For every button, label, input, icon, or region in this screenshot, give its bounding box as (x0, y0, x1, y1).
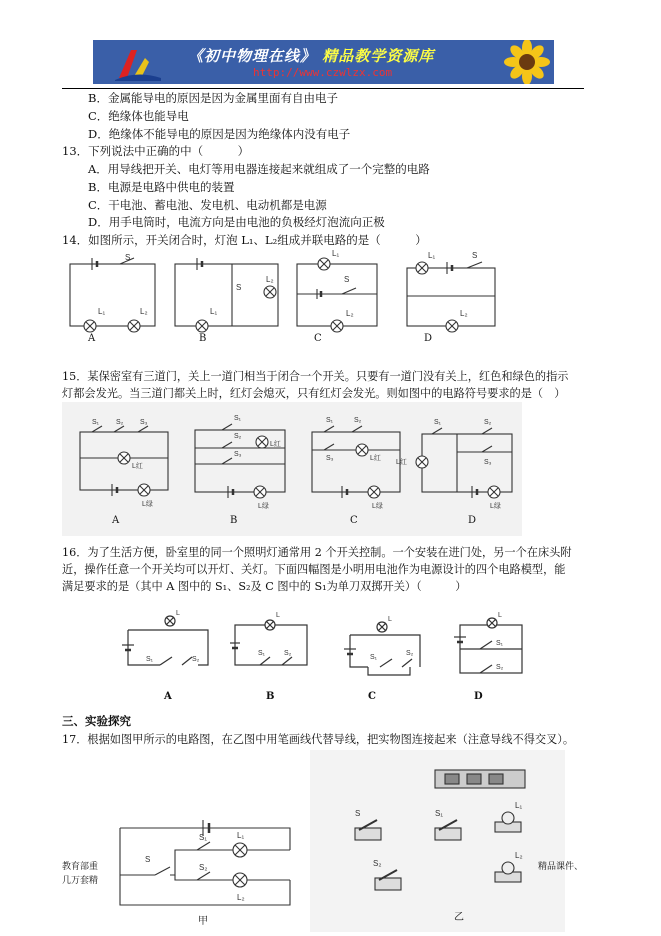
svg-text:L₁: L₁ (515, 801, 523, 810)
svg-text:L₂: L₂ (460, 309, 468, 318)
svg-text:S₁: S₁ (146, 656, 154, 663)
q16-circuit-d (454, 612, 522, 673)
svg-text:S₃: S₃ (234, 451, 242, 458)
svg-text:S: S (145, 855, 151, 864)
svg-text:L₂: L₂ (515, 851, 523, 860)
banner-title: 《初中物理在线》 精品教学资源库 (188, 47, 435, 65)
svg-text:L₂: L₂ (266, 275, 274, 284)
svg-text:S₂: S₂ (354, 417, 362, 424)
q13-option-b: B．电源是电路中供电的装置 (88, 180, 235, 194)
svg-text:L₂: L₂ (237, 893, 245, 902)
q12-option-d: D．绝缘体不能导电的原因是因为绝缘体内没有电子 (88, 127, 351, 141)
svg-text:L红: L红 (132, 463, 143, 470)
section-title: 三、实验探究 (62, 714, 131, 728)
svg-text:S₁: S₁ (434, 419, 442, 426)
q16-label-a: A (164, 691, 172, 702)
q16-stem-line3: 满足要求的是（其中 A 图中的 S₁、S₂及 C 图中的 S₁为单刀双掷开关）（ ） (62, 580, 467, 593)
q15-label-d: D (468, 515, 477, 526)
svg-text:S₁: S₁ (258, 650, 266, 657)
svg-text:S₁: S₁ (234, 415, 242, 422)
svg-text:S: S (355, 809, 361, 818)
svg-text:L绿: L绿 (490, 503, 501, 510)
svg-text:S: S (472, 251, 478, 260)
q14-stem: 14．如图所示，开关闭合时，灯泡 L₁、L₂组成并联电路的是（ ） (62, 233, 427, 247)
svg-text:L₁: L₁ (98, 307, 106, 316)
svg-text:S₂: S₂ (496, 664, 504, 671)
svg-text:S₁: S₁ (435, 809, 444, 818)
svg-text:L₁: L₁ (237, 831, 245, 840)
q14-label-d: D (424, 333, 433, 344)
q14-circuit-figure (62, 246, 502, 346)
q17-label-jia: 甲 (198, 916, 208, 927)
q16-circuit-figure (120, 605, 540, 685)
q16-circuit-b (230, 612, 307, 665)
q14-circuit-b (175, 258, 278, 332)
svg-text:L: L (176, 610, 180, 617)
q15-stem-line2: 灯都会发光。当三道门都关上时，红灯会熄灭，只有红灯会发光。则如图中的电路符号要求的是（ ） (62, 387, 566, 400)
footer-left-line1: 教育部重 (62, 862, 99, 872)
q13-option-a: A．用导线把开关、电灯等用电器连接起来就组成了一个完整的电路 (88, 162, 430, 176)
svg-text:S₂: S₂ (484, 419, 492, 426)
svg-text:S₃: S₃ (484, 459, 492, 466)
q13-option-d: D．用手电筒时，电流方向是由电池的负极经灯泡流向正极 (88, 215, 385, 229)
q12-option-c: C．绝缘体也能导电 (88, 109, 189, 123)
q16-circuit-c (344, 616, 420, 675)
q13-stem: 13．下列说法中正确的中（ ） (62, 144, 250, 158)
svg-text:L红: L红 (270, 441, 281, 448)
q12-option-b: B．金属能导电的原因是因为金属里面有自由电子 (88, 91, 338, 105)
svg-text:S₂: S₂ (199, 863, 208, 872)
svg-text:L₁: L₁ (332, 249, 340, 258)
svg-text:S₂: S₂ (116, 419, 124, 426)
svg-text:S₁: S₁ (370, 654, 378, 661)
svg-text:S₃: S₃ (140, 419, 148, 426)
q17-figure (115, 750, 565, 932)
q16-stem-line2: 近，操作任意一个开关均可以开灯、关灯。下面四幅图是小明用电池作为电源设计的四个电路模型，能 (62, 563, 566, 576)
footer-right: 精品课件、 (538, 862, 584, 872)
q14-label-c: C (314, 333, 322, 344)
svg-text:L₁: L₁ (428, 251, 436, 260)
svg-text:S: S (344, 275, 350, 284)
svg-text:L红: L红 (370, 455, 381, 462)
svg-text:S₂: S₂ (192, 656, 200, 663)
svg-text:L红: L红 (396, 459, 407, 466)
svg-text:L₂: L₂ (346, 309, 354, 318)
q14-circuit-d (407, 251, 495, 332)
q16-label-b: B (266, 691, 275, 702)
svg-text:L绿: L绿 (142, 501, 153, 508)
q16-label-d: D (474, 691, 483, 702)
q14-label-b: B (199, 333, 207, 344)
svg-text:S₂: S₂ (284, 650, 292, 657)
q16-stem-line1: 16．为了生活方便，卧室里的同一个照明灯通常用 2 个开关控制。一个安装在进门处，另一个在床头附 (62, 546, 572, 559)
svg-text:S₂: S₂ (373, 859, 382, 868)
svg-text:L: L (276, 612, 280, 619)
q15-stem-line1: 15．某保密室有三道门，关上一道门相当于闭合一个开关。只要有一道门没有关上，红色和绿色的指示 (62, 370, 569, 383)
svg-text:L: L (388, 616, 392, 623)
svg-text:S₁: S₁ (92, 419, 100, 426)
header-rule (62, 88, 584, 89)
q16-circuit-a (122, 610, 208, 665)
svg-text:L: L (498, 612, 502, 619)
q14-circuit-a (70, 253, 155, 332)
q14-circuit-c (297, 249, 377, 332)
svg-text:L₂: L₂ (140, 307, 148, 316)
banner-subtitle: 精品教学资源库 (322, 47, 435, 65)
banner-url: http://www.czwlzx.com (253, 66, 393, 79)
q14-label-a: A (88, 333, 96, 344)
q15-label-c: C (350, 515, 358, 526)
svg-text:S: S (236, 283, 242, 292)
logo-icon (113, 44, 165, 82)
sunflower-icon (501, 40, 554, 84)
header-banner (93, 40, 554, 84)
q16-label-c: C (368, 691, 376, 702)
svg-text:S₂: S₂ (234, 433, 242, 440)
footer-left-line2: 几万套精 (62, 876, 99, 886)
svg-text:L绿: L绿 (258, 503, 269, 510)
q15-label-a: A (112, 515, 120, 526)
q13-option-c: C．干电池、蓄电池、发电机、电动机都是电源 (88, 198, 327, 212)
q17-label-yi: 乙 (454, 912, 464, 923)
svg-text:L₁: L₁ (210, 307, 218, 316)
q15-label-b: B (230, 515, 238, 526)
svg-text:S: S (125, 253, 131, 262)
q17-stem: 17．根据如图甲所示的电路图，在乙图中用笔画线代替导线，把实物图连接起来（注意导线不得交叉）。 (62, 733, 575, 746)
q17-circuit-diagram (120, 820, 290, 905)
svg-text:S₁: S₁ (199, 833, 208, 842)
svg-text:S₂: S₂ (406, 650, 414, 657)
svg-text:L绿: L绿 (372, 503, 383, 510)
svg-text:S₁: S₁ (496, 640, 504, 647)
svg-text:S₁: S₁ (326, 417, 334, 424)
q15-circuit-figure (62, 402, 522, 536)
svg-text:S₃: S₃ (326, 455, 334, 462)
